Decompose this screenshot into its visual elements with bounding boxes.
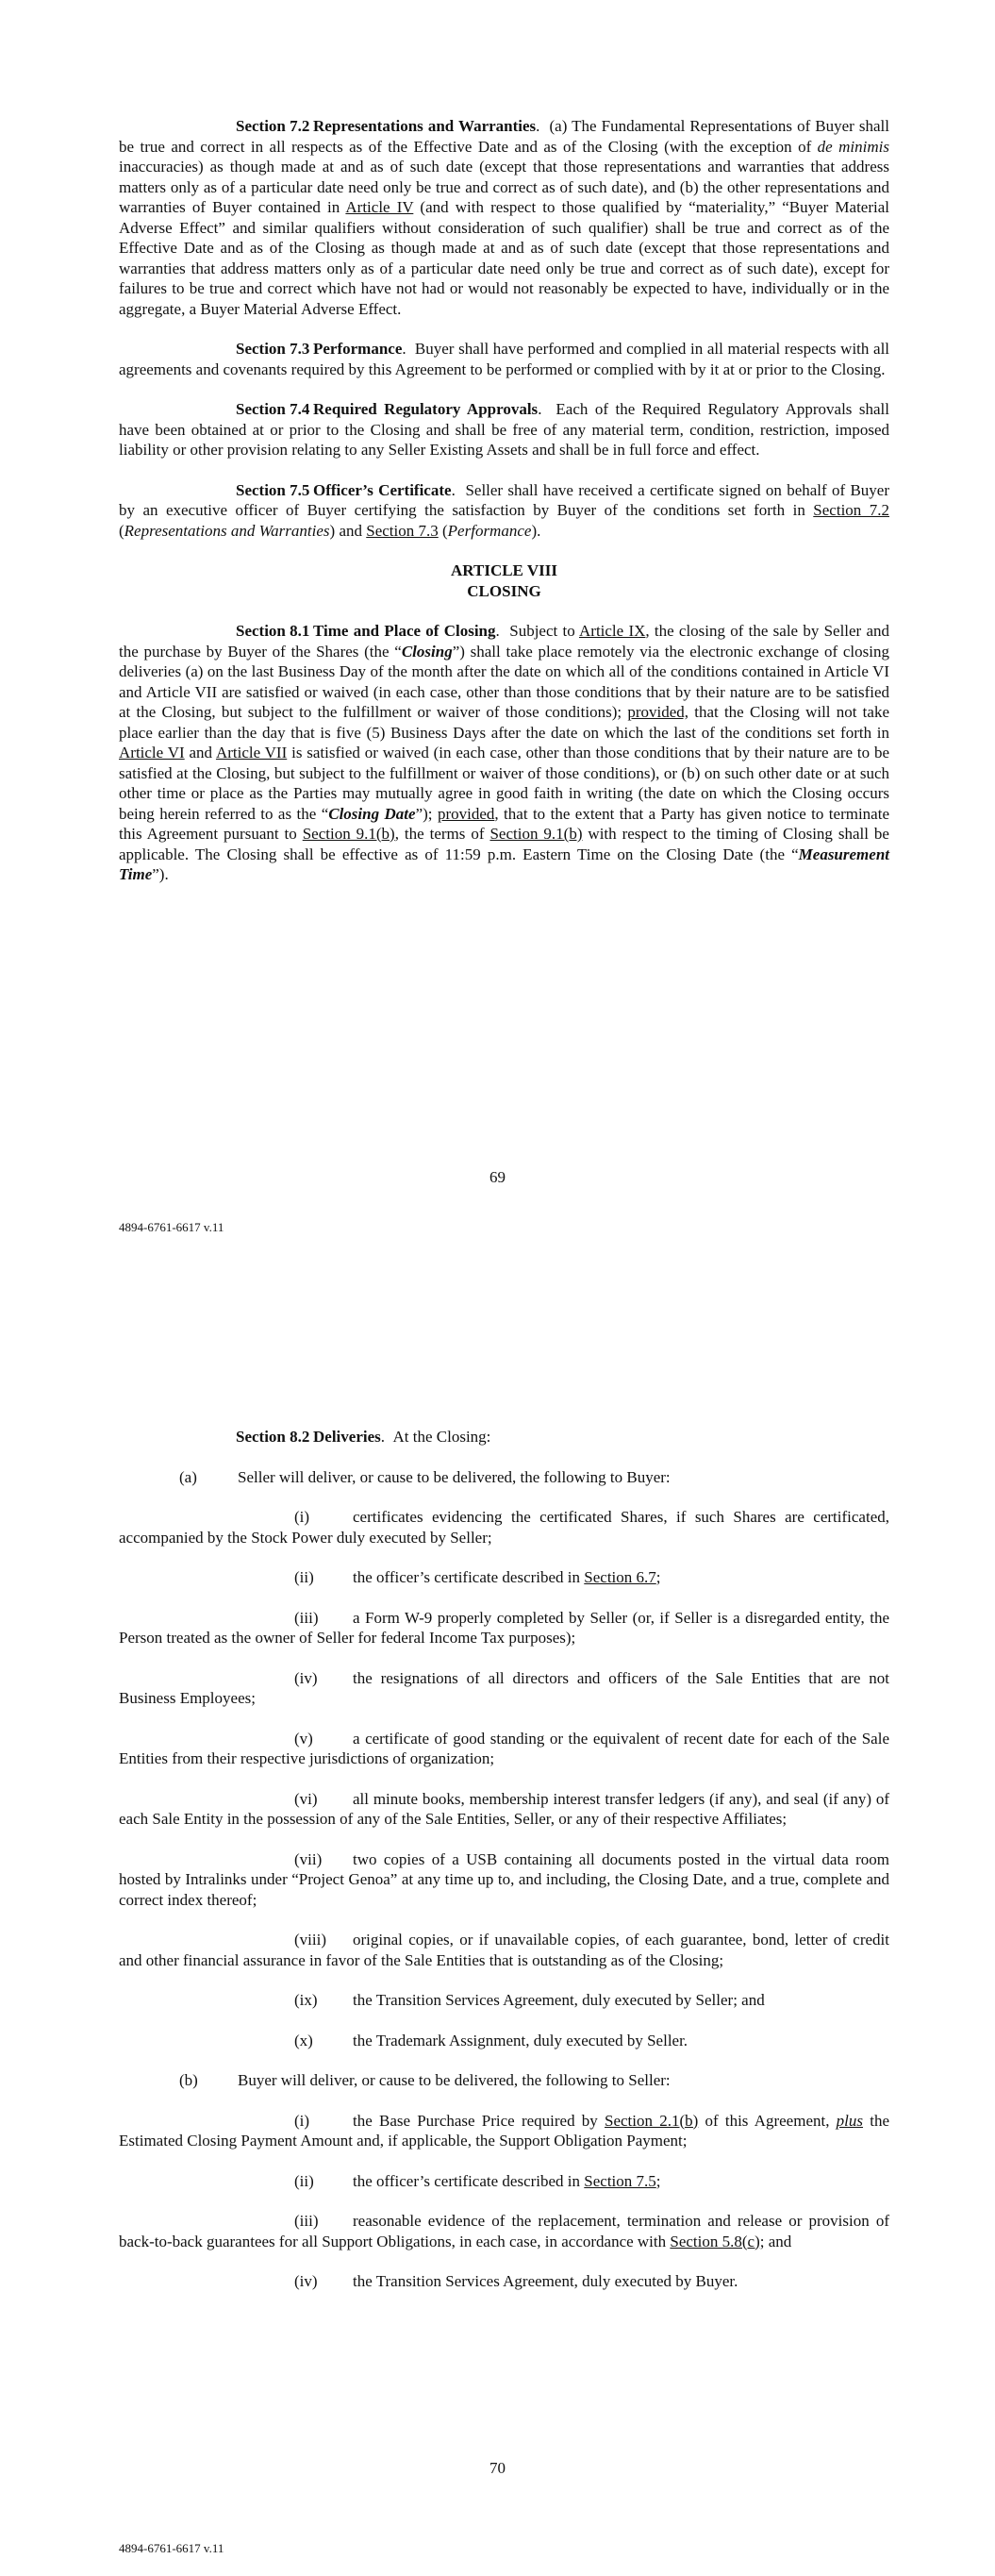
section-7-3: Section 7.3 Performance. Buyer shall have performed and complied in all material respects with all agreements and covenants required by this Agreement to be performed or complied with by it at or prior to the Closing. (119, 340, 890, 378)
section-heading: Section 8.2 (236, 1428, 310, 1446)
section-7-3-ref: Section 7.3 (366, 521, 439, 540)
section-title: Performance (313, 340, 403, 358)
section-heading: Section 7.3 (236, 340, 310, 358)
clause-a-vi: (vi) all minute books, membership interest transfer ledgers (if any), and seal (if any) of each Sale Entity in the possession of any of the Sale Entities, Seller, or any of their respective Affiliates; (119, 1789, 889, 1828)
clause-b-iii: (iii) reasonable evidence of the replacement, termination and release or provision of back-to-back guarantees for all Support Obligations, in each case, in accordance with Section 5.8(c); and (119, 2212, 889, 2250)
clause-a-v: (v) a certificate of good standing or the equivalent of recent date for each of the Sale Entities from their respective jurisdictions of organization; (119, 1729, 889, 1767)
article-ix-ref: Article IX (579, 622, 646, 640)
page-number: 69 (489, 1168, 506, 1186)
section-7-5: Section 7.5 Officer’s Certificate. Seller shall have received a certificate signed on behalf of Buyer by an executive officer of Buyer certifying the satisfaction by Buyer of the conditions set forth in Section 7.2 (Representations and Warranties) and Section 7.3 (Performance). (119, 480, 889, 540)
section-8-1: Section 8.1 Time and Place of Closing. Subject to Article IX, the closing of the sale by Seller and the purchase by Buyer of the Shares (the “Closing”) shall take place remotely via the electronic exchange of closing deliveries (a) on the last Business Day of the month after the date on which all of the conditions contained in Article VI and Article VII are satisfied or waived (in each case, other than those conditions that by their nature are to be satisfied at the Closing, but subject to the fulfillment or waiver of those conditions); provided, that the Closing will not take place earlier than the day that is five (5) Business Days after the date on which the last of the conditions set forth in Article VI and Article VII is satisfied or waived (in each case, other than those conditions that by their nature are to be satisfied at the Closing, but subject to the fulfillment or waiver of those conditions), or (b) on such other date or at such other time or place as the Parties may mutually agree in good faith in writing (the date on which the Closing occurs being herein referred to as the “Closing Date”); provided, that to the extent that a Party has given notice to terminate this Agreement pursuant to Section 9.1(b), the terms of Section 9.1(b) with respect to the timing of Closing shall be applicable. The Closing shall be effective as of 11:59 p.m. Eastern Time on the Closing Date (the “Measurement Time”). (119, 622, 890, 883)
section-heading: Section 7.4 (236, 400, 310, 418)
document-id: 4894-6761-6617 v.11 (119, 1220, 224, 1234)
clause-a-vii: (vii) two copies of a USB containing all documents posted in the virtual data room hosted by Intralinks under “Project Genoa” at any time up to, and including, the Closing Date, and a true, complete and correct index thereof; (119, 1849, 889, 1909)
clause-b-ii: (ii) the officer’s certificate described in Section 7.5; (294, 2171, 661, 2190)
article-iv-ref: Article IV (345, 198, 414, 216)
document-id: 4894-6761-6617 v.11 (119, 2541, 224, 2555)
article-title: CLOSING (467, 581, 541, 600)
section-title: Required Regulatory Approvals (313, 400, 539, 418)
defined-term: Measurement Time (119, 845, 889, 883)
section-heading: Section 8.1 (236, 622, 310, 640)
clause-b-iv: (iv) the Transition Services Agreement, duly executed by Buyer. (294, 2272, 738, 2290)
section-title: Officer’s Certificate (313, 480, 452, 499)
section-title: Time and Place of Closing (313, 622, 496, 640)
section-7-5-ref: Section 7.5 (584, 2171, 656, 2190)
page-number: 70 (489, 2459, 506, 2477)
section-9-1b-ref: Section 9.1(b) (489, 825, 583, 843)
clause-b-i: (i) the Base Purchase Price required by Section 2.1(b) of this Agreement, plus the Estimated Closing Payment Amount and, if applicable, the Support Obligation Payment; (119, 2111, 889, 2149)
section-9-1b-ref: Section 9.1(b) (302, 825, 395, 843)
section-title: Deliveries (313, 1428, 381, 1446)
section-heading: Section 7.5 (236, 480, 310, 499)
clause-a-viii: (viii) original copies, or if unavailable copies, of each guarantee, bond, letter of credit and other financial assurance in favor of the Sale Entities that is outstanding as of the Closing; (119, 1931, 889, 1969)
clause-a-ii: (ii) the officer’s certificate described in Section 6.7; (294, 1568, 661, 1586)
article-number: ARTICLE VIII (451, 561, 557, 579)
clause-a: (a) Seller will deliver, or cause to be delivered, the following to Buyer: (179, 1467, 671, 1486)
section-title: Representations and Warranties (313, 117, 537, 135)
clause-a-ix: (ix) the Transition Services Agreement, duly executed by Seller; and (294, 1991, 765, 2009)
clause-a-i: (i) certificates evidencing the certificated Shares, if such Shares are certificated, accompanied by the Stock Power duly executed by Seller; (119, 1508, 889, 1547)
clause-a-iv: (iv) the resignations of all directors and officers of the Sale Entities that are not Business Employees; (119, 1668, 889, 1707)
article-vii-ref: Article VII (215, 744, 288, 761)
page-70 (0, 1288, 995, 2576)
section-8-2: Section 8.2 Deliveries. At the Closing: (119, 1427, 889, 1447)
defined-term: Closing Date (328, 804, 416, 823)
defined-term: Closing (401, 642, 453, 661)
section-7-4: Section 7.4 Required Regulatory Approvals. Each of the Required Regulatory Approvals shall have been obtained at or prior to the Closing and shall be free of any material term, condition, restriction, imposed liability or other provision relating to any Seller Existing Assets and shall be in full force and effect. (119, 400, 889, 459)
section-2-1b-ref: Section 2.1(b) (605, 2111, 699, 2130)
clause-a-x: (x) the Trademark Assignment, duly executed by Seller. (294, 2031, 688, 2049)
section-6-7-ref: Section 6.7 (584, 1568, 656, 1586)
section-heading: Section 7.2 (236, 117, 310, 135)
section-7-2: Section 7.2 Representations and Warranties. (a) The Fundamental Representations of Buyer shall be true and correct in all respects as of the Effective Date and as of the Closing (with the exception of de minimis inaccuracies) as though made at and as of such date (except that those representations and warranties that address matters only as of a particular date need only be true and correct as of such date), and (b) the other representations and warranties of Buyer contained in Article IV (and with respect to those qualified by “materiality,” “Buyer Material Adverse Effect” and similar qualifiers without consideration of such qualifier) shall be true and correct as of the Effective Date and as of the Closing as though made at and as of such date (except that those representations and warranties that address matters only as of a particular date need only be true and correct as of such date), except for failures to be true and correct which have not had or would not reasonably be expected to have, individually or in the aggregate, a Buyer Material Adverse Effect. (119, 117, 889, 318)
section-7-2-ref: Section 7.2 (813, 501, 889, 519)
section-5-8c-ref: Section 5.8(c) (670, 2232, 760, 2250)
article-vi-ref: Article VI (119, 744, 185, 761)
clause-b: (b) Buyer will deliver, or cause to be delivered, the following to Seller: (179, 2071, 671, 2089)
clause-a-iii: (iii) a Form W-9 properly completed by Seller (or, if Seller is a disregarded entity, the Person treated as the owner of Seller for federal Income Tax purposes); (119, 1608, 889, 1647)
page-70-body (119, 1427, 889, 2312)
page-69-body (119, 116, 889, 905)
